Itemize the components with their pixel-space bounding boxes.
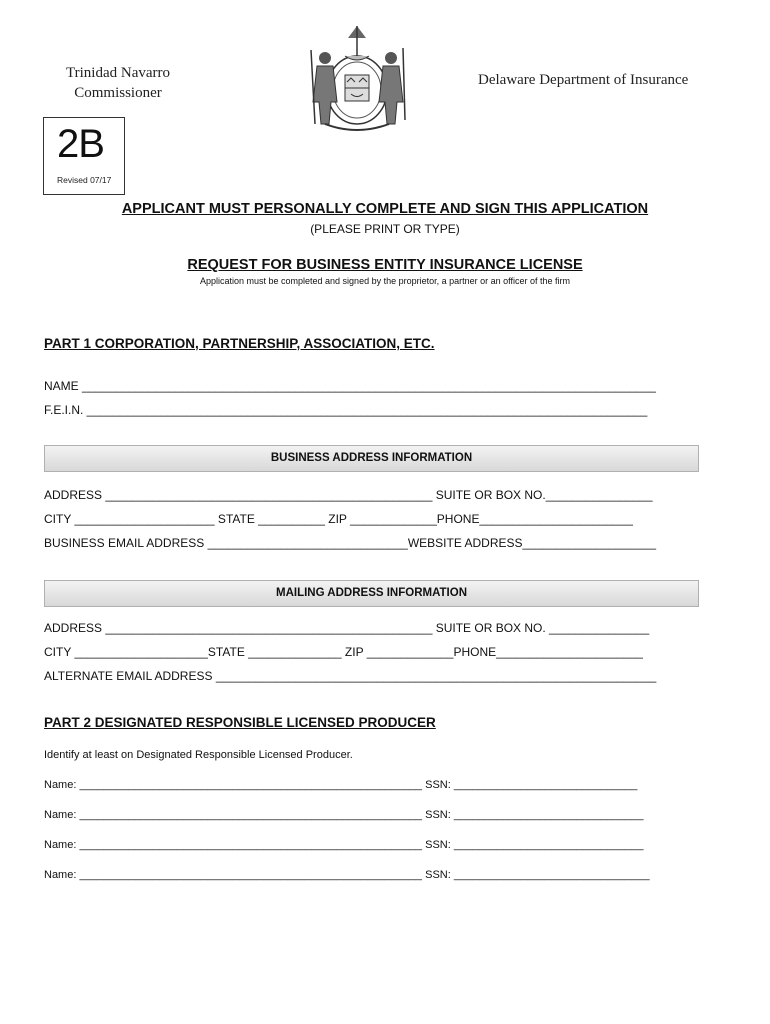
mailing-city-field[interactable]: CITY ____________________STATE ______________ ZIP _____________PHONE______________________ — [44, 645, 643, 659]
revision-date: Revised 07/17 — [57, 175, 112, 185]
form-number: 2B — [57, 122, 104, 166]
part2-heading: PART 2 DESIGNATED RESPONSIBLE LICENSED PRODUCER — [44, 715, 436, 730]
state-seal-icon — [303, 20, 411, 132]
commissioner-name: Trinidad Navarro — [65, 65, 170, 81]
producer-row[interactable]: Name: ________________________________________________________ SSN: ______________________________ — [44, 779, 638, 791]
main-title: APPLICANT MUST PERSONALLY COMPLETE AND SIGN THIS APPLICATION — [121, 201, 649, 217]
business-email-field[interactable]: BUSINESS EMAIL ADDRESS ______________________________WEBSITE ADDRESS____________________ — [44, 536, 656, 550]
mailing-address-heading: MAILING ADDRESS INFORMATION — [44, 580, 699, 607]
business-address-heading: BUSINESS ADDRESS INFORMATION — [44, 445, 699, 472]
part1-heading: PART 1 CORPORATION, PARTNERSHIP, ASSOCIATION, ETC. — [44, 336, 435, 351]
producer-row[interactable]: Name: ________________________________________________________ SSN: _______________________________ — [44, 839, 644, 851]
alternate-email-field[interactable]: ALTERNATE EMAIL ADDRESS __________________________________________________________________ — [44, 669, 657, 683]
commissioner-title: Commissioner — [74, 85, 162, 101]
producer-row[interactable]: Name: ________________________________________________________ SSN: _______________________________ — [44, 809, 644, 821]
request-subtitle: Application must be completed and signed by the proprietor, a partner or an officer of the firm — [199, 276, 571, 286]
form-number-box — [43, 117, 125, 195]
department-name: Delaware Department of Insurance — [478, 72, 689, 88]
business-address-field[interactable]: ADDRESS _________________________________________________ SUITE OR BOX NO.________________ — [44, 488, 653, 502]
part2-instruction: Identify at least on Designated Responsible Licensed Producer. — [44, 749, 353, 761]
fein-field[interactable]: F.E.I.N. ____________________________________________________________________________________ — [44, 403, 648, 417]
commissioner-block — [58, 63, 178, 103]
name-field[interactable]: NAME ______________________________________________________________________________________ — [44, 379, 656, 393]
main-subtitle: (PLEASE PRINT OR TYPE) — [310, 222, 460, 236]
producer-row[interactable]: Name: ________________________________________________________ SSN: ________________________________ — [44, 869, 650, 881]
request-title: REQUEST FOR BUSINESS ENTITY INSURANCE LICENSE — [187, 257, 583, 273]
business-city-field[interactable]: CITY _____________________ STATE __________ ZIP _____________PHONE_______________________ — [44, 512, 633, 526]
mailing-address-field[interactable]: ADDRESS _________________________________________________ SUITE OR BOX NO. _______________ — [44, 621, 650, 635]
